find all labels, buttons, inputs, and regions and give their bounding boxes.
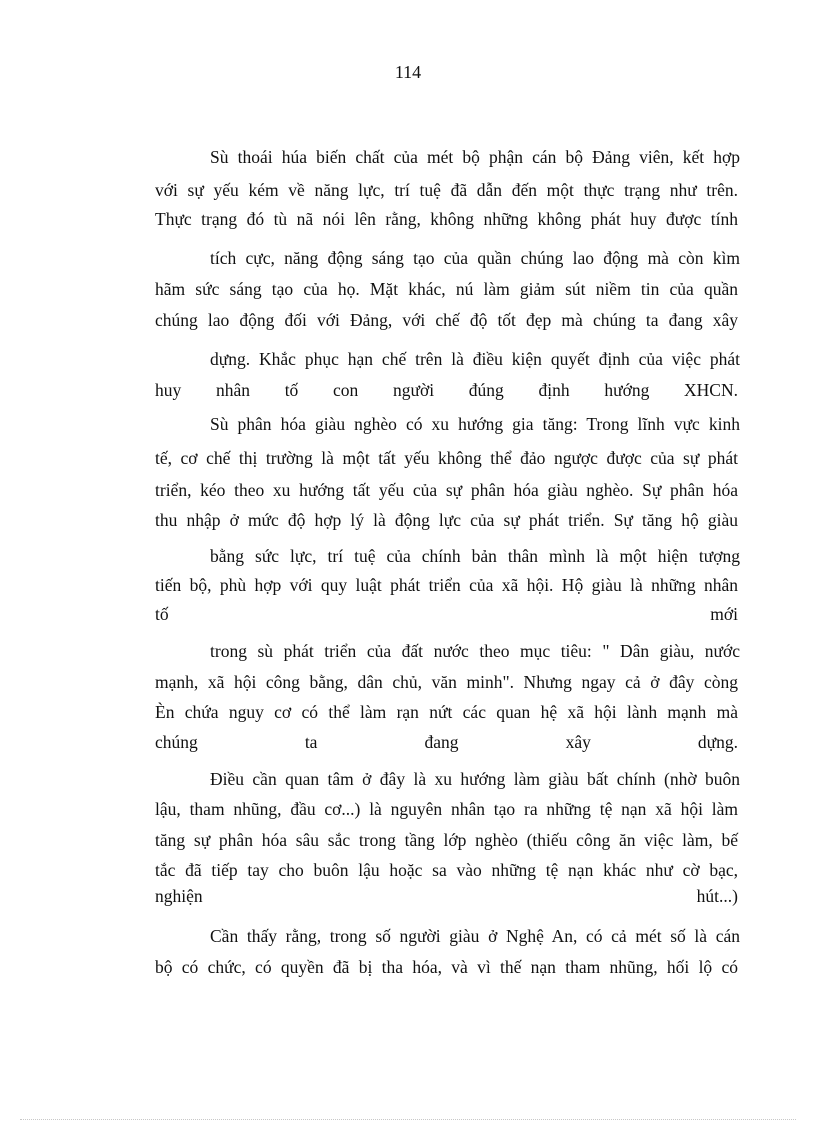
text-line: chúng ta đang xây dựng. <box>155 732 738 752</box>
text-line: thu nhập ở mức độ hợp lý là động lực của sự phát triển. Sự tăng hộ giàu <box>155 510 738 530</box>
text-line: với sự yếu kém về năng lực, trí tuệ đã dẫn đến một thực trạng như trên. <box>155 180 738 200</box>
text-line: tố mới <box>155 604 738 624</box>
page-bottom-divider <box>20 1119 796 1120</box>
text-line: nghiện hút...) <box>155 886 738 906</box>
text-line: tắc đã tiếp tay cho buôn lậu hoặc sa vào những tệ nạn khác như cờ bạc, <box>155 860 738 880</box>
text-line: Sù thoái húa biến chất của mét bộ phận cán bộ Đảng viên, kết hợp <box>210 147 740 167</box>
text-line: Cần thấy rằng, trong số người giàu ở Nghệ An, có cả mét số là cán <box>210 926 740 946</box>
text-line: trong sù phát triển của đất nước theo mục tiêu: " Dân giàu, nước <box>210 641 740 661</box>
text-line: Điều cần quan tâm ở đây là xu hướng làm giàu bất chính (nhờ buôn <box>210 769 740 789</box>
text-line: lậu, tham nhũng, đầu cơ...) là nguyên nhân tạo ra những tệ nạn xã hội làm <box>155 799 738 819</box>
text-line: tiến bộ, phù hợp với quy luật phát triển của xã hội. Hộ giàu là những nhân <box>155 575 738 595</box>
text-line: hãm sức sáng tạo của họ. Mặt khác, nú làm giảm sút niềm tin của quần <box>155 279 738 299</box>
text-line: triển, kéo theo xu hướng tất yếu của sự phân hóa giàu nghèo. Sự phân hóa <box>155 480 738 500</box>
text-line: bằng sức lực, trí tuệ của chính bản thân mình là một hiện tượng <box>210 546 740 566</box>
text-line: dựng. Khắc phục hạn chế trên là điều kiện quyết định của việc phát <box>210 349 740 369</box>
text-line: tế, cơ chế thị trường là một tất yếu không thể đảo ngược được của sự phát <box>155 448 738 468</box>
text-line: bộ có chức, có quyền đã bị tha hóa, và vì thế nạn tham nhũng, hối lộ có <box>155 957 738 977</box>
text-line: mạnh, xã hội công bằng, dân chủ, văn minh". Nhưng ngay cả ở đây còng <box>155 672 738 692</box>
text-line: huy nhân tố con người đúng định hướng XHCN. <box>155 380 738 400</box>
text-line: Èn chứa nguy cơ có thể làm rạn nứt các quan hệ xã hội lành mạnh mà <box>155 702 738 722</box>
page-number: 114 <box>394 62 422 82</box>
text-line: Thực trạng đó tù nã nói lên rằng, không những không phát huy được tính <box>155 209 738 229</box>
text-line: Sù phân hóa giàu nghèo có xu hướng gia tăng: Trong lĩnh vực kinh <box>210 414 740 434</box>
text-line: tăng sự phân hóa sâu sắc trong tầng lớp nghèo (thiếu công ăn việc làm, bế <box>155 830 738 850</box>
text-line: tích cực, năng động sáng tạo của quần chúng lao động mà còn kìm <box>210 248 740 268</box>
text-line: chúng lao động đối với Đảng, với chế độ tốt đẹp mà chúng ta đang xây <box>155 310 738 330</box>
